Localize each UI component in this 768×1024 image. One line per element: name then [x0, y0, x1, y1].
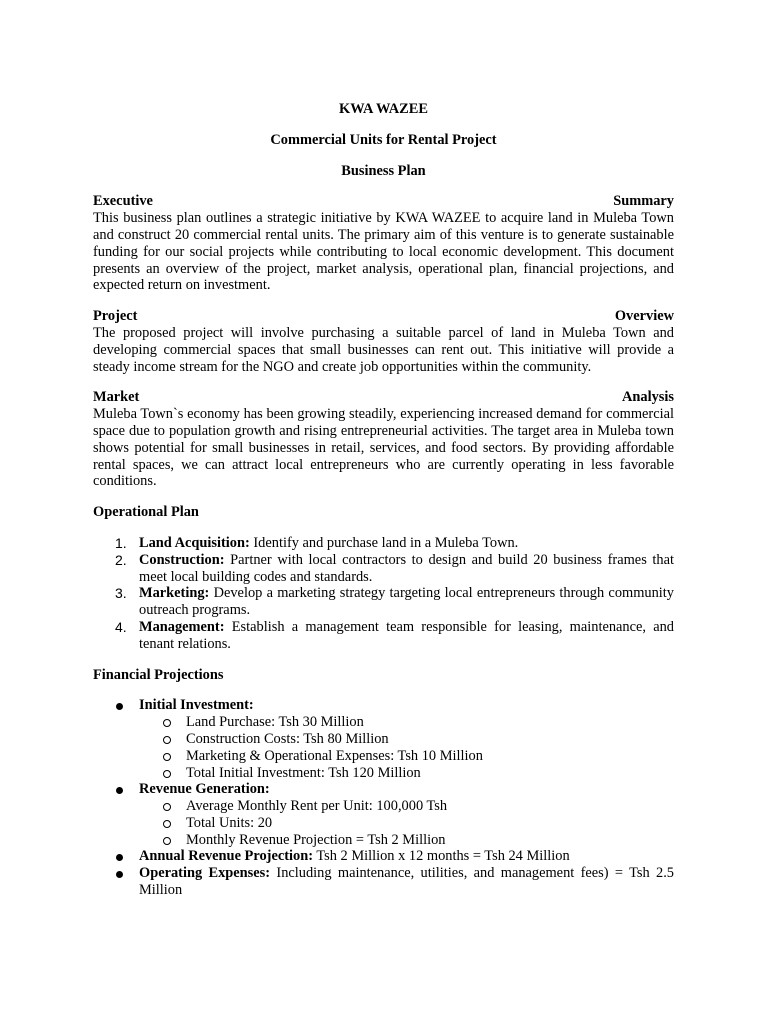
sub-list-item: [139, 714, 674, 731]
sub-list-item: [139, 731, 674, 748]
list-item-text: Establish a management team responsible for leasing, maintenance, and tenant relations.: [139, 618, 674, 652]
market-analysis-text: Muleba Town`s economy has been growing steadily, experiencing increased demand for commercial space due to population growth and rising entrepreneurial activities. The target area in Muleba town shows potential for small businesses in retail, services, and food sectors. By providing affordable rental spaces, we can attract local entrepreneurs who are currently operating in less favorable conditions.: [93, 406, 674, 490]
sub-item-text: Total Units: 20: [186, 814, 273, 831]
market-analysis-heading: [93, 389, 674, 406]
list-item-label: Land Acquisition:: [139, 534, 250, 551]
document-subtitle: Commercial Units for Rental Project: [270, 131, 497, 148]
list-item-text: Identify and purchase land in a Muleba Town.: [249, 534, 519, 551]
market-heading-left: Market: [93, 389, 140, 406]
list-item: [93, 535, 674, 552]
bullet-icon: [116, 871, 123, 878]
project-heading-left: Project: [93, 308, 138, 325]
circle-bullet-icon: [163, 837, 171, 845]
list-number: 3.: [115, 585, 127, 602]
list-item: [93, 585, 674, 619]
bullet-icon: [116, 787, 123, 794]
list-item-text: Develop a marketing strategy targeting local entrepreneurs through community outreach programs.: [139, 585, 674, 619]
list-item: [93, 697, 674, 781]
list-item: [93, 552, 674, 586]
financial-projections-list: [93, 697, 674, 899]
list-item-text: Partner with local contractors to design and build 20 business frames that meet local building codes and standards.: [139, 551, 674, 585]
project-heading-right: Overview: [614, 308, 674, 325]
sub-item-text: Total Initial Investment: Tsh 120 Million: [186, 764, 421, 781]
list-item-label: Annual Revenue Projection:: [139, 848, 314, 865]
executive-heading-right: Summary: [613, 193, 674, 210]
project-overview-text: The proposed project will involve purchasing a suitable parcel of land in Muleba Town and developing commercial spaces that small businesses can rent out. This initiative will provide a steady income stream for the NGO and create job opportunities within the community.: [93, 324, 674, 375]
circle-bullet-icon: [163, 770, 171, 778]
list-item: [93, 848, 674, 865]
document-type: Business Plan: [341, 162, 426, 179]
sub-list-item: [139, 815, 674, 832]
sub-item-text: Marketing & Operational Expenses: Tsh 10 Million: [186, 747, 483, 764]
list-item-label: Management:: [139, 618, 225, 635]
list-item: [93, 781, 674, 848]
operational-plan-list: [93, 535, 674, 653]
circle-bullet-icon: [163, 753, 171, 761]
list-item-label: Construction:: [139, 551, 225, 568]
sub-item-text: Monthly Revenue Projection = Tsh 2 Million: [186, 831, 446, 848]
sub-item-text: Average Monthly Rent per Unit: 100,000 Tsh: [186, 798, 448, 815]
circle-bullet-icon: [163, 719, 171, 727]
circle-bullet-icon: [163, 803, 171, 811]
list-number: 4.: [115, 618, 127, 635]
bullet-icon: [116, 854, 123, 861]
document-title: KWA WAZEE: [339, 101, 428, 117]
financial-projections-heading: Financial Projections: [93, 666, 224, 683]
sub-list-item: [139, 798, 674, 815]
executive-summary-text: This business plan outlines a strategic initiative by KWA WAZEE to acquire land in Muleba Town and construct 20 commercial rental units. The primary aim of this venture is to generate sustainable funding for our social projects while contributing to local economic development. This document presents an overview of the project, market analysis, operational plan, financial projections, and expected return on investment.: [93, 210, 674, 294]
list-number: 1.: [115, 534, 127, 551]
initial-investment-sublist: [139, 714, 674, 781]
market-heading-right: Analysis: [622, 389, 674, 406]
executive-summary-heading: [93, 193, 674, 210]
sub-list-item: [139, 832, 674, 849]
document-body: [93, 101, 674, 899]
sub-item-text: Construction Costs: Tsh 80 Million: [186, 730, 389, 747]
list-item: [93, 619, 674, 653]
circle-bullet-icon: [163, 820, 171, 828]
list-item-text: Tsh 2 Million x 12 months = Tsh 24 Million: [313, 848, 570, 865]
operational-plan-heading: Operational Plan: [93, 504, 199, 521]
list-item-text: Including maintenance, utilities, and management fees) = Tsh 2.5 Million: [139, 865, 674, 899]
list-item-label: Revenue Generation:: [139, 781, 270, 798]
sub-item-text: Land Purchase: Tsh 30 Million: [186, 714, 364, 731]
list-number: 2.: [115, 551, 127, 568]
executive-heading-left: Executive: [93, 193, 153, 210]
list-item-label: Operating Expenses:: [139, 865, 271, 882]
circle-bullet-icon: [163, 736, 171, 744]
bullet-icon: [116, 703, 123, 710]
list-item-label: Initial Investment:: [139, 697, 254, 714]
project-overview-heading: [93, 308, 674, 325]
list-item-label: Marketing:: [139, 585, 210, 602]
sub-list-item: [139, 748, 674, 765]
sub-list-item: [139, 765, 674, 782]
revenue-generation-sublist: [139, 798, 674, 848]
list-item: [93, 865, 674, 899]
